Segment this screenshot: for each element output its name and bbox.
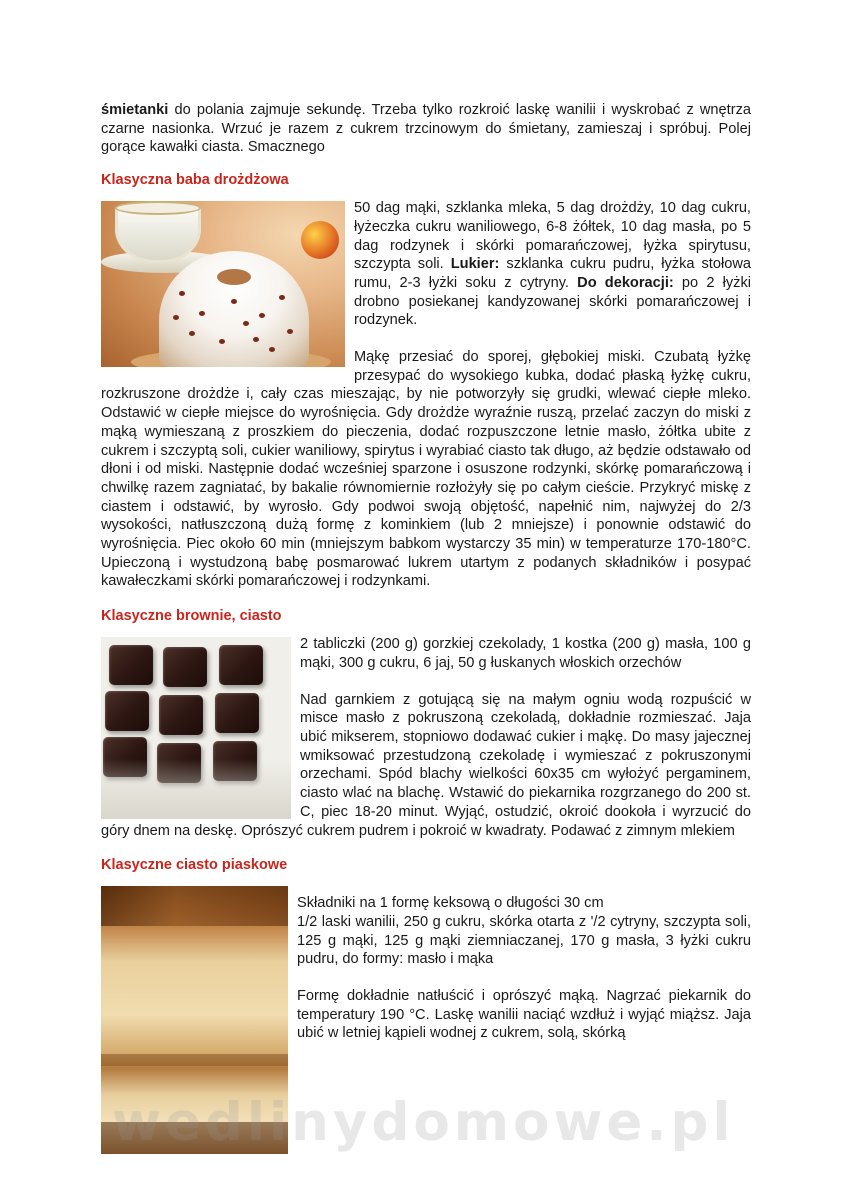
intro-text: do polania zajmuje sekundę. Trzeba tylko rozkroić laskę wanilii i wyskrobać z wnętrza czarne nasionka. Wrzuć je razem z cukrem trzcinowym do śmietany, zamieszaj i spróbuj. Polej gorące kawałki ciasta. Smacznego: [101, 102, 751, 156]
recipe-page: [101, 101, 751, 1172]
section-title-piaskowe: Klasyczne ciasto piaskowe: [101, 857, 288, 874]
baba-cake-image: [101, 201, 345, 367]
cake-slice-edge: [101, 1054, 288, 1066]
baba-ingredients-text: 50 dag mąki, szklanka mleka, 5 dag drożdży, 10 dag cukru, łyżeczka cukru waniliowego, 6-8 żółtek, 10 dag masła, po 5 dag rodzynek i skórki pomarańczowej, łyżka spirytusu, szczypta soli.: [354, 200, 751, 273]
lukier-text: szklanka cukru pudru, łyżka stołowa rumu, 2-3 łyżki soku z cytryny.: [354, 256, 751, 291]
pound-cake-image: [101, 886, 288, 1154]
brownie-method: Nad garnkiem z gotującą się na małym ogniu wodą rozpuścić w misce masło z pokruszoną czekoladą, dokładnie rozmieszać. Jaja ubić mikserem, stopniowo dodawać cukier i mąkę. Do masy jajecznej wmiksować przestudzoną czekoladę i wymieszać z pokruszonymi orzechami. Spód blachy wielkości 60x35 cm wyłożyć pergaminem, ciasto wlać na blachę. Wstawić do piekarnika rozgrzanego do 200 st. C, piec 18-20 minut. Wyjąć, ostudzić, okroić dookoła i wyrzucić do góry dnem na deskę. Oprószyć cukrem pudrem i pokroić w kwadraty. Podawać z zimnym mlekiem: [101, 691, 751, 839]
section-title-brownie: Klasyczne brownie, ciasto: [101, 608, 282, 625]
brownie-square: [219, 645, 263, 685]
section-baba: [101, 199, 751, 591]
intro-paragraph: [101, 101, 751, 157]
brownie-image: [101, 637, 291, 819]
brownie-square: [105, 691, 149, 731]
brownie-square: [109, 645, 153, 685]
piaskowe-ingredients: 1/2 laski wanilii, 250 g cukru, skórka otarta z '/2 cytryny, szczypta soli, 125 g mąki, 125 g mąki ziemniaczanej, 170 g masła, 3 łyżki cukru pudru, do formy: masło i mąka: [297, 913, 751, 968]
brownie-ingredients: 2 tabliczki (200 g) gorzkiej czekolady, 1 kostka (200 g) masła, 100 g mąki, 300 g cukru, 6 jaj, 50 g łuskanych włoskich orzechów: [300, 636, 751, 671]
cake-bottom-slice: [101, 1122, 288, 1154]
brownie-square: [163, 647, 207, 687]
brownie-square: [159, 695, 203, 735]
table-shadow: [101, 759, 291, 819]
dekoracji-label: Do dekoracji:: [577, 274, 674, 291]
watermark: wedlinydomowe.pl: [112, 1092, 735, 1153]
piaskowe-method: Formę dokładnie natłuścić i oprószyć mąką. Nagrzać piekarnik do temperatury 190 °C. Laskę wanilii naciąć wzdłuż i wyjąć miąższ. Jaja ubić w letniej kąpieli wodnej z cukrem, solą, skórką: [297, 988, 751, 1042]
lukier-label: Lukier:: [450, 256, 500, 273]
cake-top-crust: [101, 886, 288, 926]
section-brownie: [101, 635, 751, 840]
section-piaskowe: [101, 884, 751, 1156]
brownie-square: [215, 693, 259, 733]
section-title-baba: Klasyczna baba drożdżowa: [101, 172, 289, 189]
baba-method: Mąkę przesiać do sporej, głębokiej miski. Czubatą łyżkę przesypać do wysokiego kubka, dodać płaską łyżkę cukru, rozkruszone drożdże i, cały czas mieszając, by nie potworzyły się grudki, wlewać ciepłe mleko. Odstawić w ciepłe miejsce do wyrośnięcia. Gdy drożdże wyraźnie ruszą, przelać zaczyn do miski z mąką wymieszaną z proszkiem do pieczenia, dodać rozpuszczone letnie masło, żółtka ubite z cukrem i szczyptą soli, cukier waniliowy, spirytus i wyrabiać ciasto tak długo, aż będzie odstawało od dłoni i od miski. Następnie dodać wcześniej sparzone i osuszone rodzynki, skórkę pomarańczową i chwilkę razem zagniatać, by bakalie równomiernie rozłożyły się po całym cieście. Przykryć miskę z ciastem i odstawić, by wyrosło. Gdy podwoi swoją objętość, napełnić nim, najwyżej do 2/3 wysokości, natłuszczoną dużą formę z kominkiem (lub 2 mniejsze) i ponownie odstawić do wyrośnięcia. Piec około 60 min (mniejszym babkom wystarczy 35 min) w temperaturze 170-180°C. Upieczoną i wystudzoną babę posmarować lukrem utartym z podanych składników i posypać kawałeczkami skórki pomarańczowej i rodzynkami.: [101, 349, 751, 590]
apple-shape: [301, 221, 339, 259]
dekoracji-text: po 2 łyżki drobno posiekanej kandyzowanej skórki pomarańczowej i rodzynek.: [354, 274, 751, 329]
intro-bold-word: śmietanki: [101, 102, 169, 118]
piaskowe-ingredients-heading: Składniki na 1 formę keksową o długości 30 cm: [297, 895, 604, 912]
